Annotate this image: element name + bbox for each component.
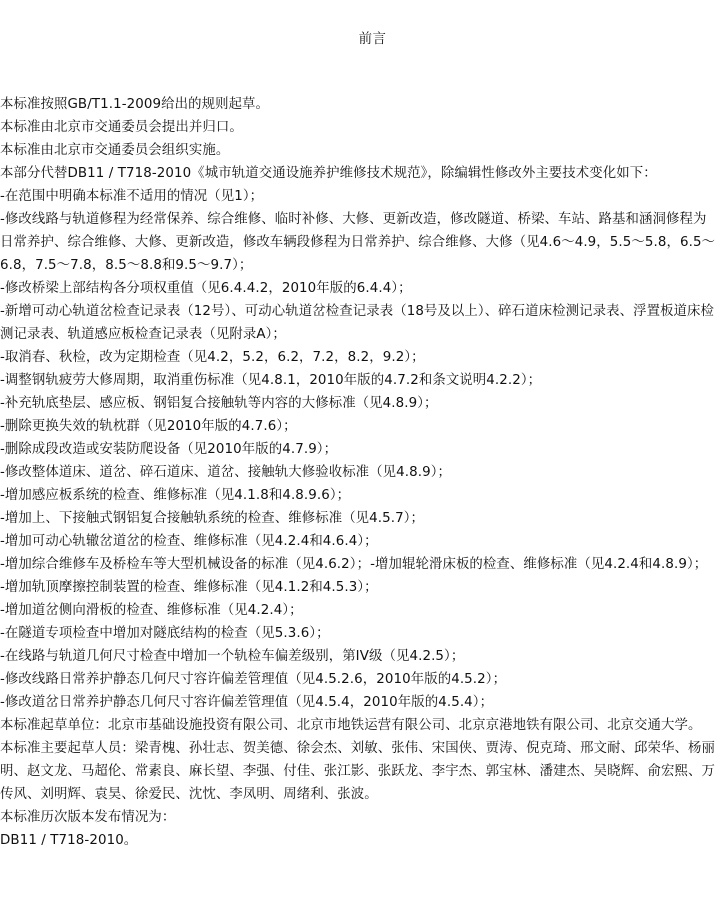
- list-item: -删除成段改造或安装防爬设备（见2010年版的4.7.9）；: [0, 442, 338, 457]
- list-item: -在线路与轨道几何尺寸检查中增加一个轨检车偏差级别，第IV级（见4.2.5）；: [0, 649, 465, 664]
- paragraph: 本标准按照GB/T1.1-2009给出的规则起草。: [0, 97, 270, 112]
- list-item: -在范围中明确本标准不适用的情况（见1）；: [0, 189, 264, 204]
- paragraph: 本标准由北京市交通委员会组织实施。: [0, 143, 230, 158]
- list-item: -增加感应板系统的检查、维修标准（见4.1.8和4.8.9.6）；: [0, 488, 351, 503]
- paragraph: 本部分代替DB11 / T718-2010《城市轨道交通设施养护维修技术规范》，除编辑性修改外主要技术变化如下：: [0, 166, 657, 181]
- list-item: -取消春、秋检，改为定期检查（见4.2，5.2，6.2，7.2，8.2，9.2）；: [0, 350, 425, 365]
- list-item: -修改桥梁上部结构各分项权重值（见6.4.4.2，2010年版的6.4.4）；: [0, 281, 412, 296]
- list-item: -增加道岔侧向滑板的检查、维修标准（见4.2.4）；: [0, 603, 303, 618]
- list-item: -增加可动心轨辙岔道岔的检查、维修标准（见4.2.4和4.6.4）；: [0, 534, 378, 549]
- list-item: -新增可动心轨道岔检查记录表（12号）、可动心轨道岔检查记录表（18号及以上）、碎石道床检测记录表、浮置板道床检测记录表、轨道感应板检查记录表（见附录A）；: [0, 304, 715, 342]
- page-title: 前言: [358, 32, 387, 47]
- list-item: -增加综合维修车及桥检车等大型机械设备的标准（见4.6.2）；-增加辊轮滑床板的检查、维修标准（见4.2.4和4.8.9）；: [0, 557, 708, 572]
- list-item: -修改线路日常养护静态几何尺寸容许偏差管理值（见4.5.2.6，2010年版的4.5.2）；: [0, 672, 507, 687]
- paragraph: 本标准由北京市交通委员会提出并归口。: [0, 120, 243, 135]
- list-item: -补充轨底垫层、感应板、钢铝复合接触轨等内容的大修标准（见4.8.9）；: [0, 396, 438, 411]
- paragraph: 本标准历次版本发布情况为：: [0, 810, 176, 825]
- paragraph: 本标准主要起草人员：梁青槐、孙壮志、贺美德、徐会杰、刘敏、张伟、宋国侠、贾涛、倪克琦、邢文耐、邱荣华、杨丽明、赵文龙、马超伦、常素良、麻长望、李强、付佳、张江影、张跃龙、李宇杰、郭宝林、潘建杰、吴晓辉、俞宏熙、万传风、刘明辉、袁昊、徐爱民、沈忱、李凤明、周绪利、张波。: [0, 741, 715, 802]
- list-item: -增加轨顶摩擦控制装置的检查、维修标准（见4.1.2和4.5.3）；: [0, 580, 378, 595]
- list-item: -增加上、下接触式钢铝复合接触轨系统的检查、维修标准（见4.5.7）；: [0, 511, 425, 526]
- list-item: -修改道岔日常养护静态几何尺寸容许偏差管理值（见4.5.4，2010年版的4.5.4）；: [0, 695, 494, 710]
- paragraph: 本标准起草单位：北京市基础设施投资有限公司、北京市地铁运营有限公司、北京京港地铁有限公司、北京交通大学。: [0, 718, 702, 733]
- paragraph: DB11 / T718-2010。: [0, 833, 138, 848]
- document-body: [0, 93, 718, 852]
- list-item: -修改线路与轨道修程为经常保养、综合维修、临时补修、大修、更新改造，修改隧道、桥梁、车站、路基和涵洞修程为日常养护、综合维修、大修、更新改造，修改车辆段修程为日常养护、综合维修、大修（见4.6～4.9，5.5～5.8，6.5～6.8，7.5～7.8，8.5～8.8和9.5～9.7）；: [0, 212, 716, 273]
- list-item: -删除更换失效的轨枕群（见2010年版的4.7.6）；: [0, 419, 297, 434]
- list-item: -修改整体道床、道岔、碎石道床、道岔、接触轨大修验收标准（见4.8.9）；: [0, 465, 452, 480]
- list-item: -调整钢轨疲劳大修周期，取消重伤标准（见4.8.1，2010年版的4.7.2和条文说明4.2.2）；: [0, 373, 542, 388]
- list-item: -在隧道专项检查中增加对隧底结构的检查（见5.3.6）；: [0, 626, 330, 641]
